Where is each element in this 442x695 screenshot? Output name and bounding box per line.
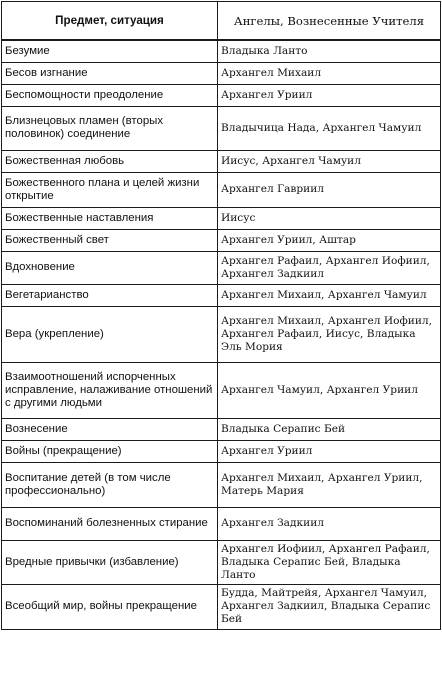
angels-cell: Архангел Рафаил, Архангел Иофиил, Архангел Задкиил — [218, 251, 441, 284]
subject-cell: Всеобщий мир, войны прекращение — [2, 584, 218, 629]
table-row — [2, 418, 441, 440]
subject-cell: Вера (укрепление) — [2, 306, 218, 362]
table-row — [2, 584, 441, 629]
table-row — [2, 150, 441, 172]
angels-cell: Архангел Чамуил, Архангел Уриил — [218, 362, 441, 418]
table-row — [2, 540, 441, 584]
header-subject: Предмет, ситуация — [2, 2, 218, 41]
subject-cell: Божественный свет — [2, 229, 218, 251]
subject-cell: Божественная любовь — [2, 150, 218, 172]
table-row — [2, 106, 441, 150]
table-row — [2, 172, 441, 207]
subject-cell: Войны (прекращение) — [2, 440, 218, 462]
subject-cell: Взаимоотношений испорченных исправление, налаживание отношений с другими людьми — [2, 362, 218, 418]
angels-cell: Архангел Михаил — [218, 62, 441, 84]
subject-cell: Близнецовых пламен (вторых половинок) соединение — [2, 106, 218, 150]
angels-cell: Архангел Михаил, Архангел Иофиил, Архангел Рафаил, Иисус, Владыка Эль Мория — [218, 306, 441, 362]
table-row — [2, 84, 441, 106]
subject-cell: Божественного плана и целей жизни открытие — [2, 172, 218, 207]
table-row — [2, 207, 441, 229]
angels-cell: Будда, Майтрейя, Архангел Чамуил, Архангел Задкиил, Владыка Серапис Бей — [218, 584, 441, 629]
subject-cell: Воспитание детей (в том числе профессионально) — [2, 462, 218, 507]
angels-cell: Архангел Михаил, Архангел Чамуил — [218, 284, 441, 306]
table-row — [2, 362, 441, 418]
table-row — [2, 507, 441, 540]
subject-cell: Вегетарианство — [2, 284, 218, 306]
angels-reference-table — [1, 1, 441, 630]
subject-cell: Вредные привычки (избавление) — [2, 540, 218, 584]
table-row — [2, 251, 441, 284]
subject-cell: Беспомощности преодоление — [2, 84, 218, 106]
angels-cell: Владыка Ланто — [218, 40, 441, 62]
subject-cell: Вознесение — [2, 418, 218, 440]
angels-cell: Архангел Уриил — [218, 440, 441, 462]
table-row — [2, 40, 441, 62]
table-body — [2, 40, 441, 629]
table-header-row — [2, 2, 441, 41]
angels-cell: Иисус — [218, 207, 441, 229]
subject-cell: Вдохновение — [2, 251, 218, 284]
angels-cell: Архангел Уриил, Аштар — [218, 229, 441, 251]
angels-cell: Архангел Гавриил — [218, 172, 441, 207]
subject-cell: Божественные наставления — [2, 207, 218, 229]
angels-cell: Архангел Задкиил — [218, 507, 441, 540]
angels-cell: Архангел Уриил — [218, 84, 441, 106]
angels-cell: Владычица Нада, Архангел Чамуил — [218, 106, 441, 150]
angels-cell: Иисус, Архангел Чамуил — [218, 150, 441, 172]
subject-cell: Безумие — [2, 40, 218, 62]
angels-cell: Архангел Михаил, Архангел Уриил, Матерь Мария — [218, 462, 441, 507]
table-row — [2, 62, 441, 84]
table-row — [2, 306, 441, 362]
subject-cell: Воспоминаний болезненных стирание — [2, 507, 218, 540]
table-row — [2, 229, 441, 251]
angels-cell: Владыка Серапис Бей — [218, 418, 441, 440]
angels-cell: Архангел Иофиил, Архангел Рафаил, Владыка Серапис Бей, Владыка Ланто — [218, 540, 441, 584]
table-row — [2, 440, 441, 462]
table-row — [2, 284, 441, 306]
table-row — [2, 462, 441, 507]
header-angels: Ангелы, Вознесенные Учителя — [218, 2, 441, 41]
subject-cell: Бесов изгнание — [2, 62, 218, 84]
